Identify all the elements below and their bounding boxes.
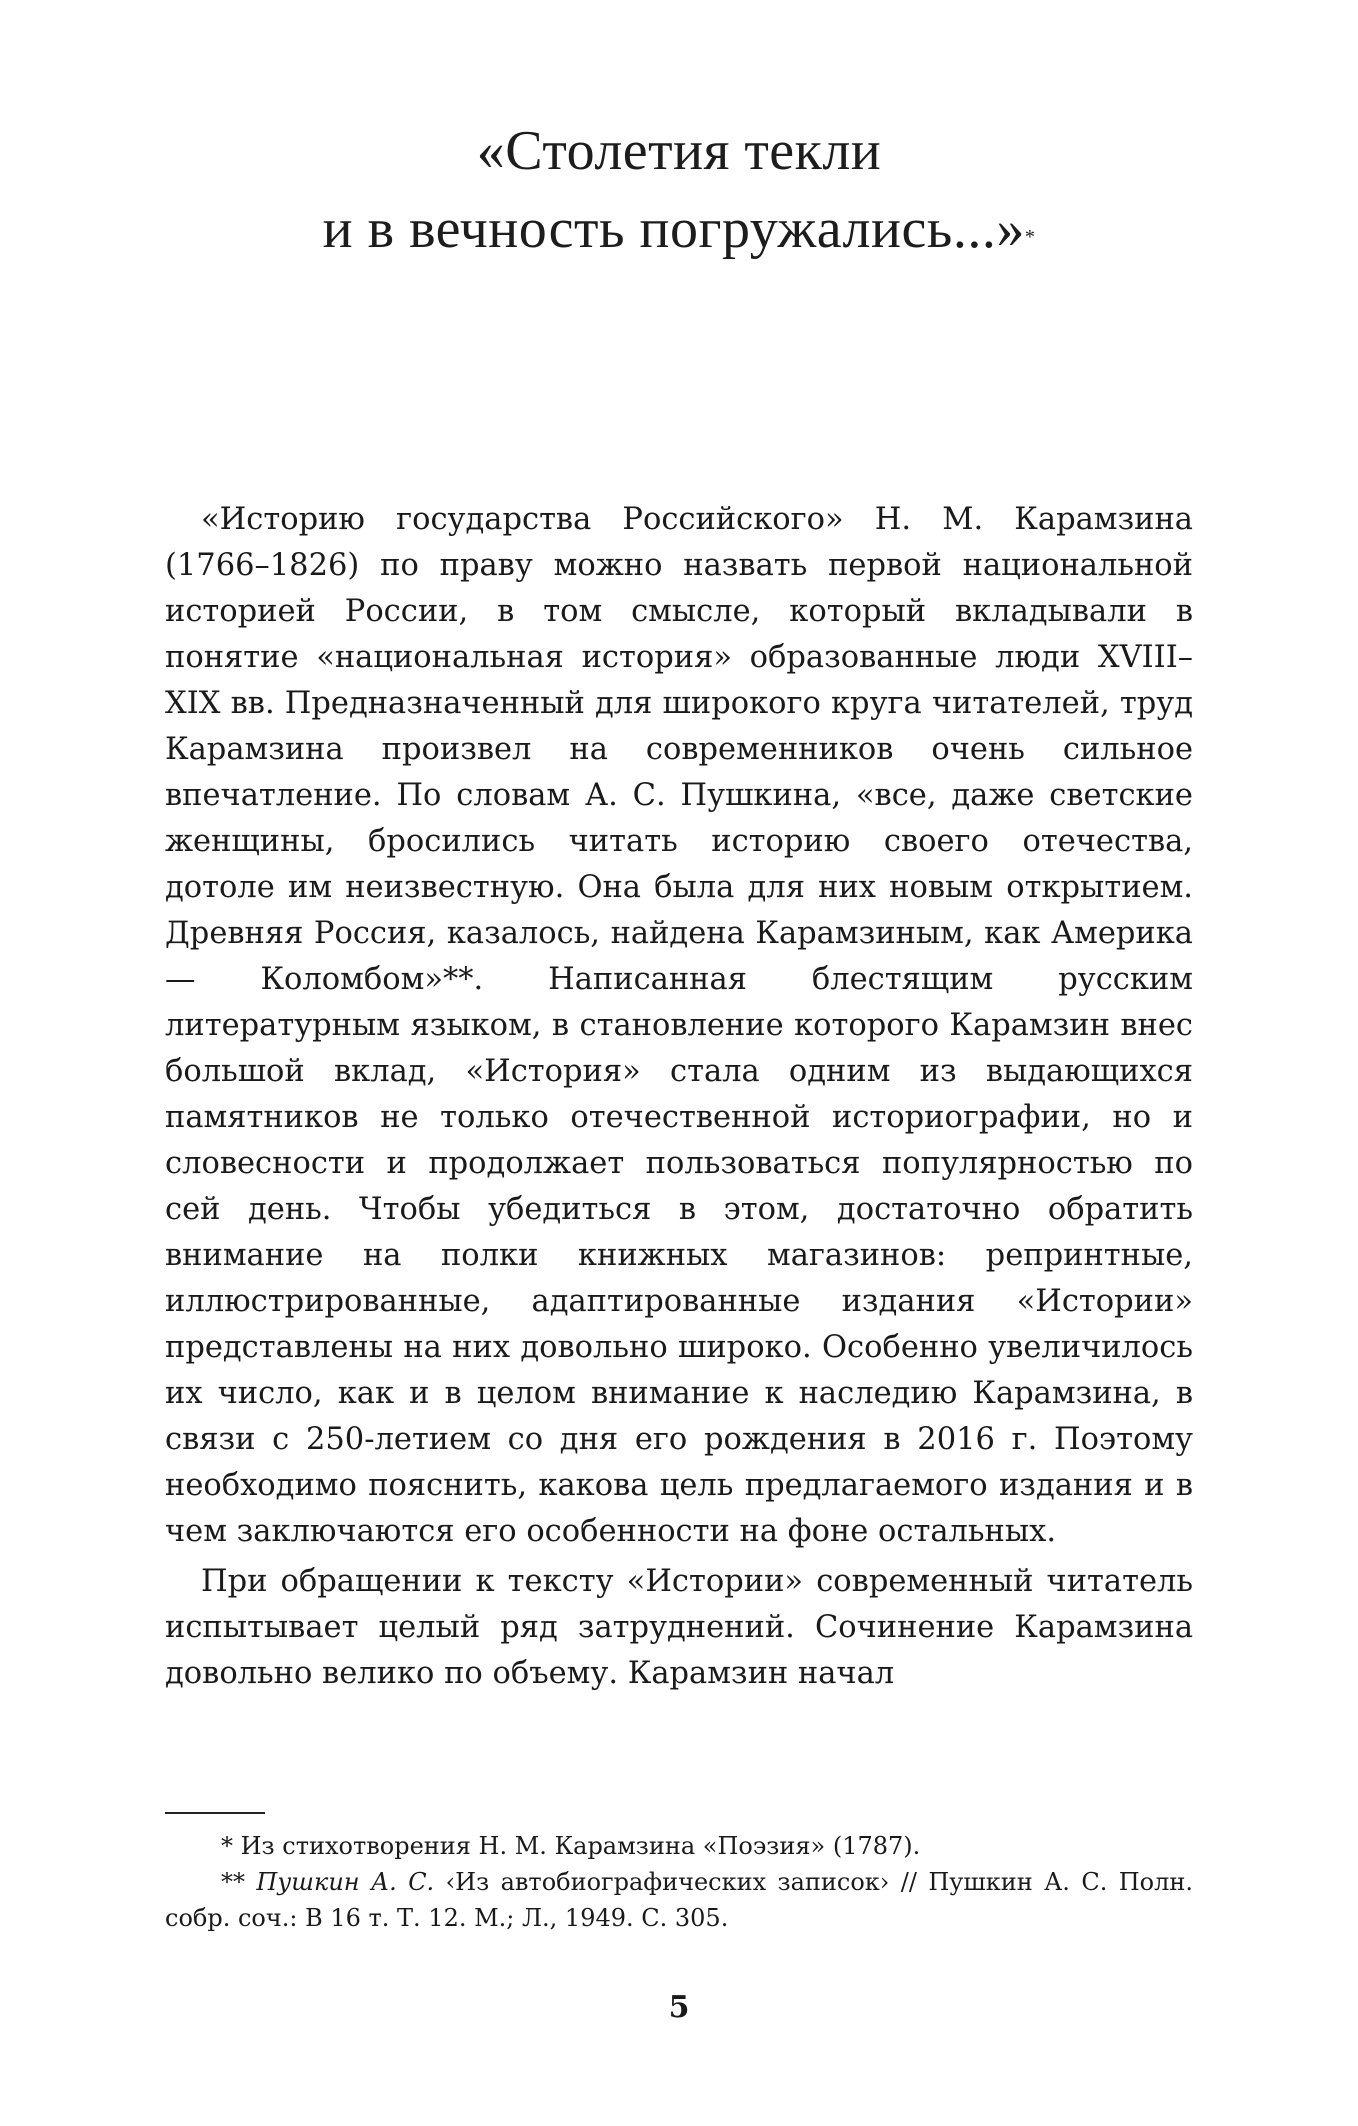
chapter-title-line-1: «Столетия текли bbox=[476, 120, 882, 182]
footnotes bbox=[165, 1828, 1193, 1936]
title-footnote-mark: * bbox=[1024, 226, 1036, 248]
paragraph-2: При обращении к тексту «Истории» современный читатель испытывает целый ряд затруднений. Сочинение Карамзина довольно велико по объему. Карамзин начал bbox=[165, 1564, 1193, 1691]
chapter-title-line-2 bbox=[160, 190, 1198, 268]
chapter-title bbox=[160, 112, 1198, 268]
page-number: 5 bbox=[668, 1990, 690, 2025]
footnote-2-author: Пушкин А. С. bbox=[256, 1868, 435, 1896]
footnote-1: * Из стихотворения Н. М. Карамзина «Поэзия» (1787). bbox=[221, 1832, 921, 1860]
body-text bbox=[165, 497, 1193, 1697]
footnote-divider bbox=[165, 1812, 265, 1814]
chapter-title-line-2-text: и в вечность погружались...» bbox=[322, 198, 1025, 260]
footnote-2 bbox=[165, 1864, 1193, 1936]
footnote-2-text: ‹Из автобиографических записок› // Пушкин А. С. Полн. собр. соч.: В 16 т. Т. 12. М.; Л., 1949. С. 305. bbox=[165, 1868, 1193, 1932]
footnote-2-mark: ** bbox=[221, 1868, 257, 1896]
paragraph-1: «Историю государства Российского» Н. М. Карамзина (1766–1826) по праву можно назвать первой национальной историей России, в том смысле, который вкладывали в понятие «национальная история» образованные люди XVIII–XIX вв. Предназначенный для широкого круга читателей, труд Карамзина произвел на современников очень сильное впечатление. По словам А. С. Пушкина, «все, даже светские женщины, бросились читать историю своего отечества, дотоле им неизвестную. Она была для них новым открытием. Древняя Россия, казалось, найдена Карамзиным, как Америка — Коломбом»**. Написанная блестящим русским литературным языком, в становление которого Карамзин внес большой вклад, «История» стала одним из выдающихся памятников не только отечественной историографии, но и словесности и продолжает пользоваться популярностью по сей день. Чтобы убедиться в этом, достаточно обратить внимание на полки книжных магазинов: репринтные, иллюстрированные, адаптированные издания «Истории» представлены на них довольно широко. Особенно увеличилось их число, как и в целом внимание к наследию Карамзина, в связи с 250-летием со дня его рождения в 2016 г. Поэтому необходимо пояснить, какова цель предлагаемого издания и в чем заключаются его особенности на фоне остальных. bbox=[165, 502, 1193, 1549]
